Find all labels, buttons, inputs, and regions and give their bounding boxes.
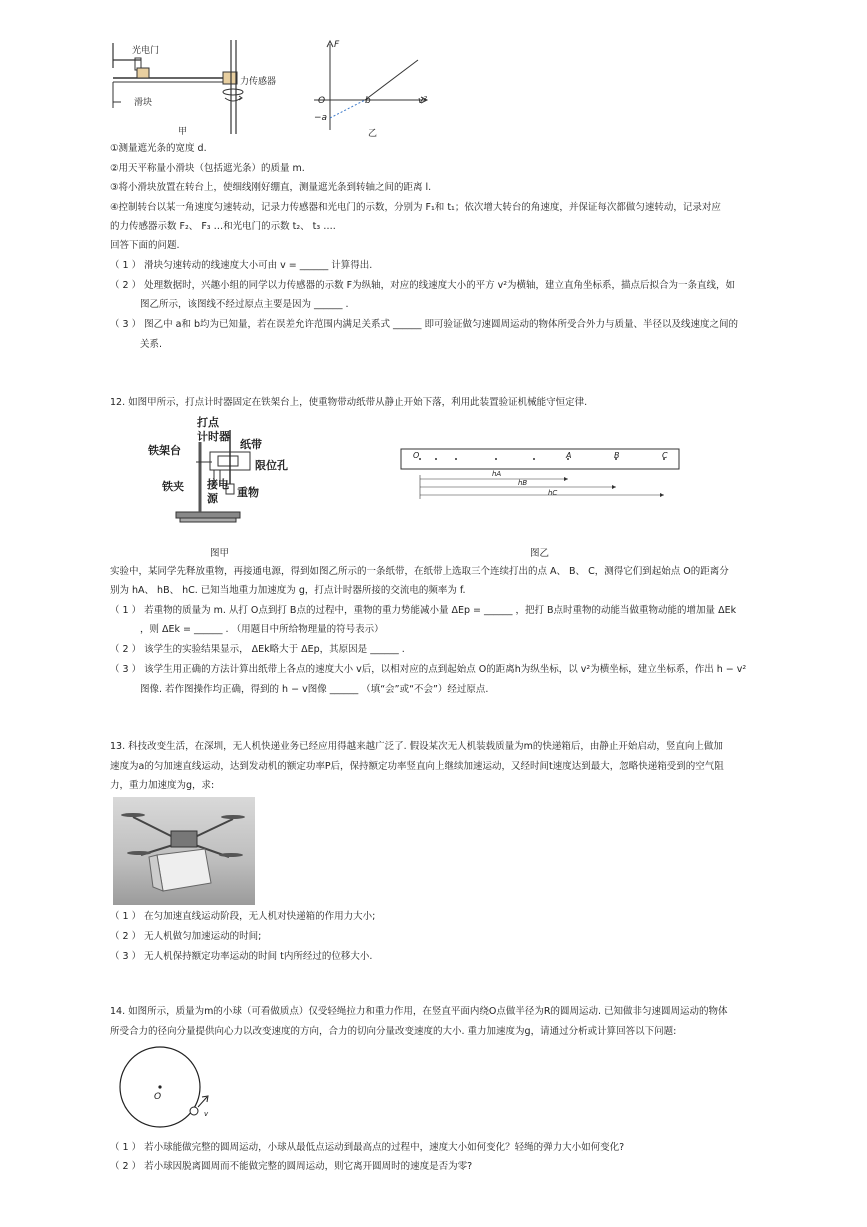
q12-part-1b: ，则 ΔEk = ______ . （用题目中所给物理量的符号表示）: [140, 624, 384, 635]
label-tape: 纸带: [240, 438, 262, 451]
label-neg-a: −a: [314, 113, 328, 123]
q11-part-1: （ 1 ） 滑块匀速转动的线速度大小可由 v = ______ 计算得出.: [110, 260, 373, 271]
figure-yi-tape: [398, 445, 683, 505]
label-limit-hole: 限位孔: [255, 459, 288, 472]
circle-label-O: O: [154, 1092, 162, 1102]
q11-part-3b: 关系.: [140, 339, 163, 350]
label-power-1: 接电: [207, 478, 229, 491]
tape-label-C: C: [662, 451, 668, 460]
tape-label-hB: hB: [518, 479, 528, 487]
label-b: b: [365, 96, 371, 106]
q12-part-3b: 图像. 若作图操作均正确，得到的 h − v图像 ______ （填“会”或“不会”）经过原点.: [140, 684, 489, 695]
q11-step-3: ③将小滑块放置在转台上，使细线刚好绷直，测量遮光条到转轴之间的距离 l.: [110, 182, 432, 193]
circle-label-v: v: [204, 1110, 209, 1118]
label-power-2: 源: [207, 492, 218, 505]
q13-intro-b: 速度为a的匀加速直线运动，达到发动机的额定功率P后，保持额定功率竖直向上继续加速运动，又经时间t速度达到最大，忽略快递箱受到的空气阻: [110, 761, 724, 772]
label-force-sensor: 力传感器: [240, 77, 277, 87]
q14-part-1: （ 1 ） 若小球能做完整的圆周运动，小球从最低点运动到最高点的过程中，速度大小如何变化？轻绳的弹力大小如何变化?: [110, 1142, 625, 1153]
q11-step-2: ②用天平称量小滑块（包括遮光条）的质量 m.: [110, 163, 305, 174]
tape-label-hA: hA: [492, 470, 502, 478]
caption-figure-jia: 图甲: [210, 548, 230, 559]
caption-figure-yi: 图乙: [530, 548, 550, 559]
caption-jia: 甲: [178, 127, 188, 137]
tape-label-hC: hC: [548, 489, 558, 497]
tape-dots: [419, 458, 665, 460]
q12-part-1a: （ 1 ） 若重物的质量为 m. 从打 O点到打 B点的过程中，重物的重力势能减小量 ΔEp = ______ ，把打 B点时重物的动能当做重物动能的增加量 ΔEk: [110, 605, 737, 616]
drone-illustration: [113, 797, 255, 905]
q13-part-2: （ 2 ） 无人机做匀加速运动的时间;: [110, 931, 262, 942]
label-stand: 铁架台: [148, 444, 181, 457]
q12-part-2: （ 2 ） 该学生的实验结果显示， ΔEk略大于 ΔEp，其原因是 ______ .: [110, 644, 405, 655]
figure-yi-graph: [310, 38, 430, 133]
label-timer-2: 计时器: [197, 430, 230, 443]
label-clamp: 铁夹: [162, 480, 184, 493]
q13-intro-a: 13. 科技改变生活，在深圳，无人机快递业务已经应用得越来越广泛了. 假设某次无人机装载质量为m的快递箱后，由静止开始启动，竖直向上做加: [110, 741, 723, 752]
q13-part-1: （ 1 ） 在匀加速直线运动阶段，无人机对快递箱的作用力大小;: [110, 911, 376, 922]
q13-part-3: （ 3 ） 无人机保持额定功率运动的时间 t内所经过的位移大小.: [110, 951, 373, 962]
label-weight: 重物: [237, 486, 259, 499]
q11-step-4b: 的力传感器示数 F₂、 F₃ …和光电门的示数 t₂、 t₃ ….: [110, 221, 336, 232]
tape-label-B: B: [614, 451, 620, 460]
drone-photo: [113, 797, 255, 905]
label-photogate: 光电门: [132, 46, 160, 56]
caption-yi: 乙: [368, 129, 378, 139]
q11-part-2b: 图乙所示，该图线不经过原点主要是因为 ______ .: [140, 299, 349, 310]
q11-part-3a: （ 3 ） 图乙中 a和 b均为已知量，若在误差允许范围内满足关系式 ______ 即可验证做匀速圆周运动的物体所受合外力与质量、半径以及线速度之间的: [110, 319, 739, 330]
label-v2: v²: [418, 96, 427, 106]
q14-intro-b: 所受合力的径向分量提供向心力以改变速度的方向，合力的切向分量改变速度的大小. 重力加速度为g，请通过分析或计算回答以下问题:: [110, 1026, 677, 1037]
q12-text-b: 别为 hA、 hB、 hC. 已知当地重力加速度为 g，打点计时器所接的交流电的频率为 f.: [110, 585, 466, 596]
q11-part-2a: （ 2 ） 处理数据时，兴趣小组的同学以力传感器的示数 F为纵轴，对应的线速度大小的平方 v²为横轴，建立直角坐标系，描点后拟合为一条直线，如: [110, 280, 736, 291]
label-O: O: [318, 96, 326, 106]
q14-part-2: （ 2 ） 若小球因脱离圆周而不能做完整的圆周运动，则它离开圆周时的速度是否为零?: [110, 1161, 473, 1172]
q11-answer-below: 回答下面的问题.: [110, 240, 180, 251]
q13-intro-c: 力，重力加速度为g，求:: [110, 780, 215, 791]
q12-text-a: 实验中，某同学先释放重物，再接通电源，得到如图乙所示的一条纸带，在纸带上选取三个连续打出的点 A、 B、 C，测得它们到起始点 O的距离分: [110, 566, 729, 577]
q12-part-3a: （ 3 ） 该学生用正确的方法计算出纸带上各点的速度大小 v后，以相对应的点到起始点 O的距离h为纵坐标，以 v²为横坐标，建立坐标系，作出 h − v²: [110, 664, 747, 675]
label-timer-1: 打点: [197, 416, 219, 429]
q12-intro: 12. 如图甲所示，打点计时器固定在铁架台上，使重物带动纸带从静止开始下落，利用此装置验证机械能守恒定律.: [110, 397, 588, 408]
label-F: F: [334, 40, 340, 50]
tape-label-O: O: [413, 451, 420, 460]
q11-step-1: ①测量遮光条的宽度 d.: [110, 143, 207, 154]
q11-step-4a: ④控制转台以某一角速度匀速转动，记录力传感器和光电门的示数，分别为 F₁和 t₁；依次增大转台的角速度，并保证每次都做匀速转动，记录对应: [110, 202, 721, 213]
tape-label-A: A: [566, 451, 572, 460]
label-slider: 滑块: [134, 98, 153, 108]
q14-intro-a: 14. 如图所示，质量为m的小球（可看做质点）仅受轻绳拉力和重力作用，在竖直平面内绕O点做半径为R的圆周运动. 已知做非匀速圆周运动的物体: [110, 1006, 728, 1017]
